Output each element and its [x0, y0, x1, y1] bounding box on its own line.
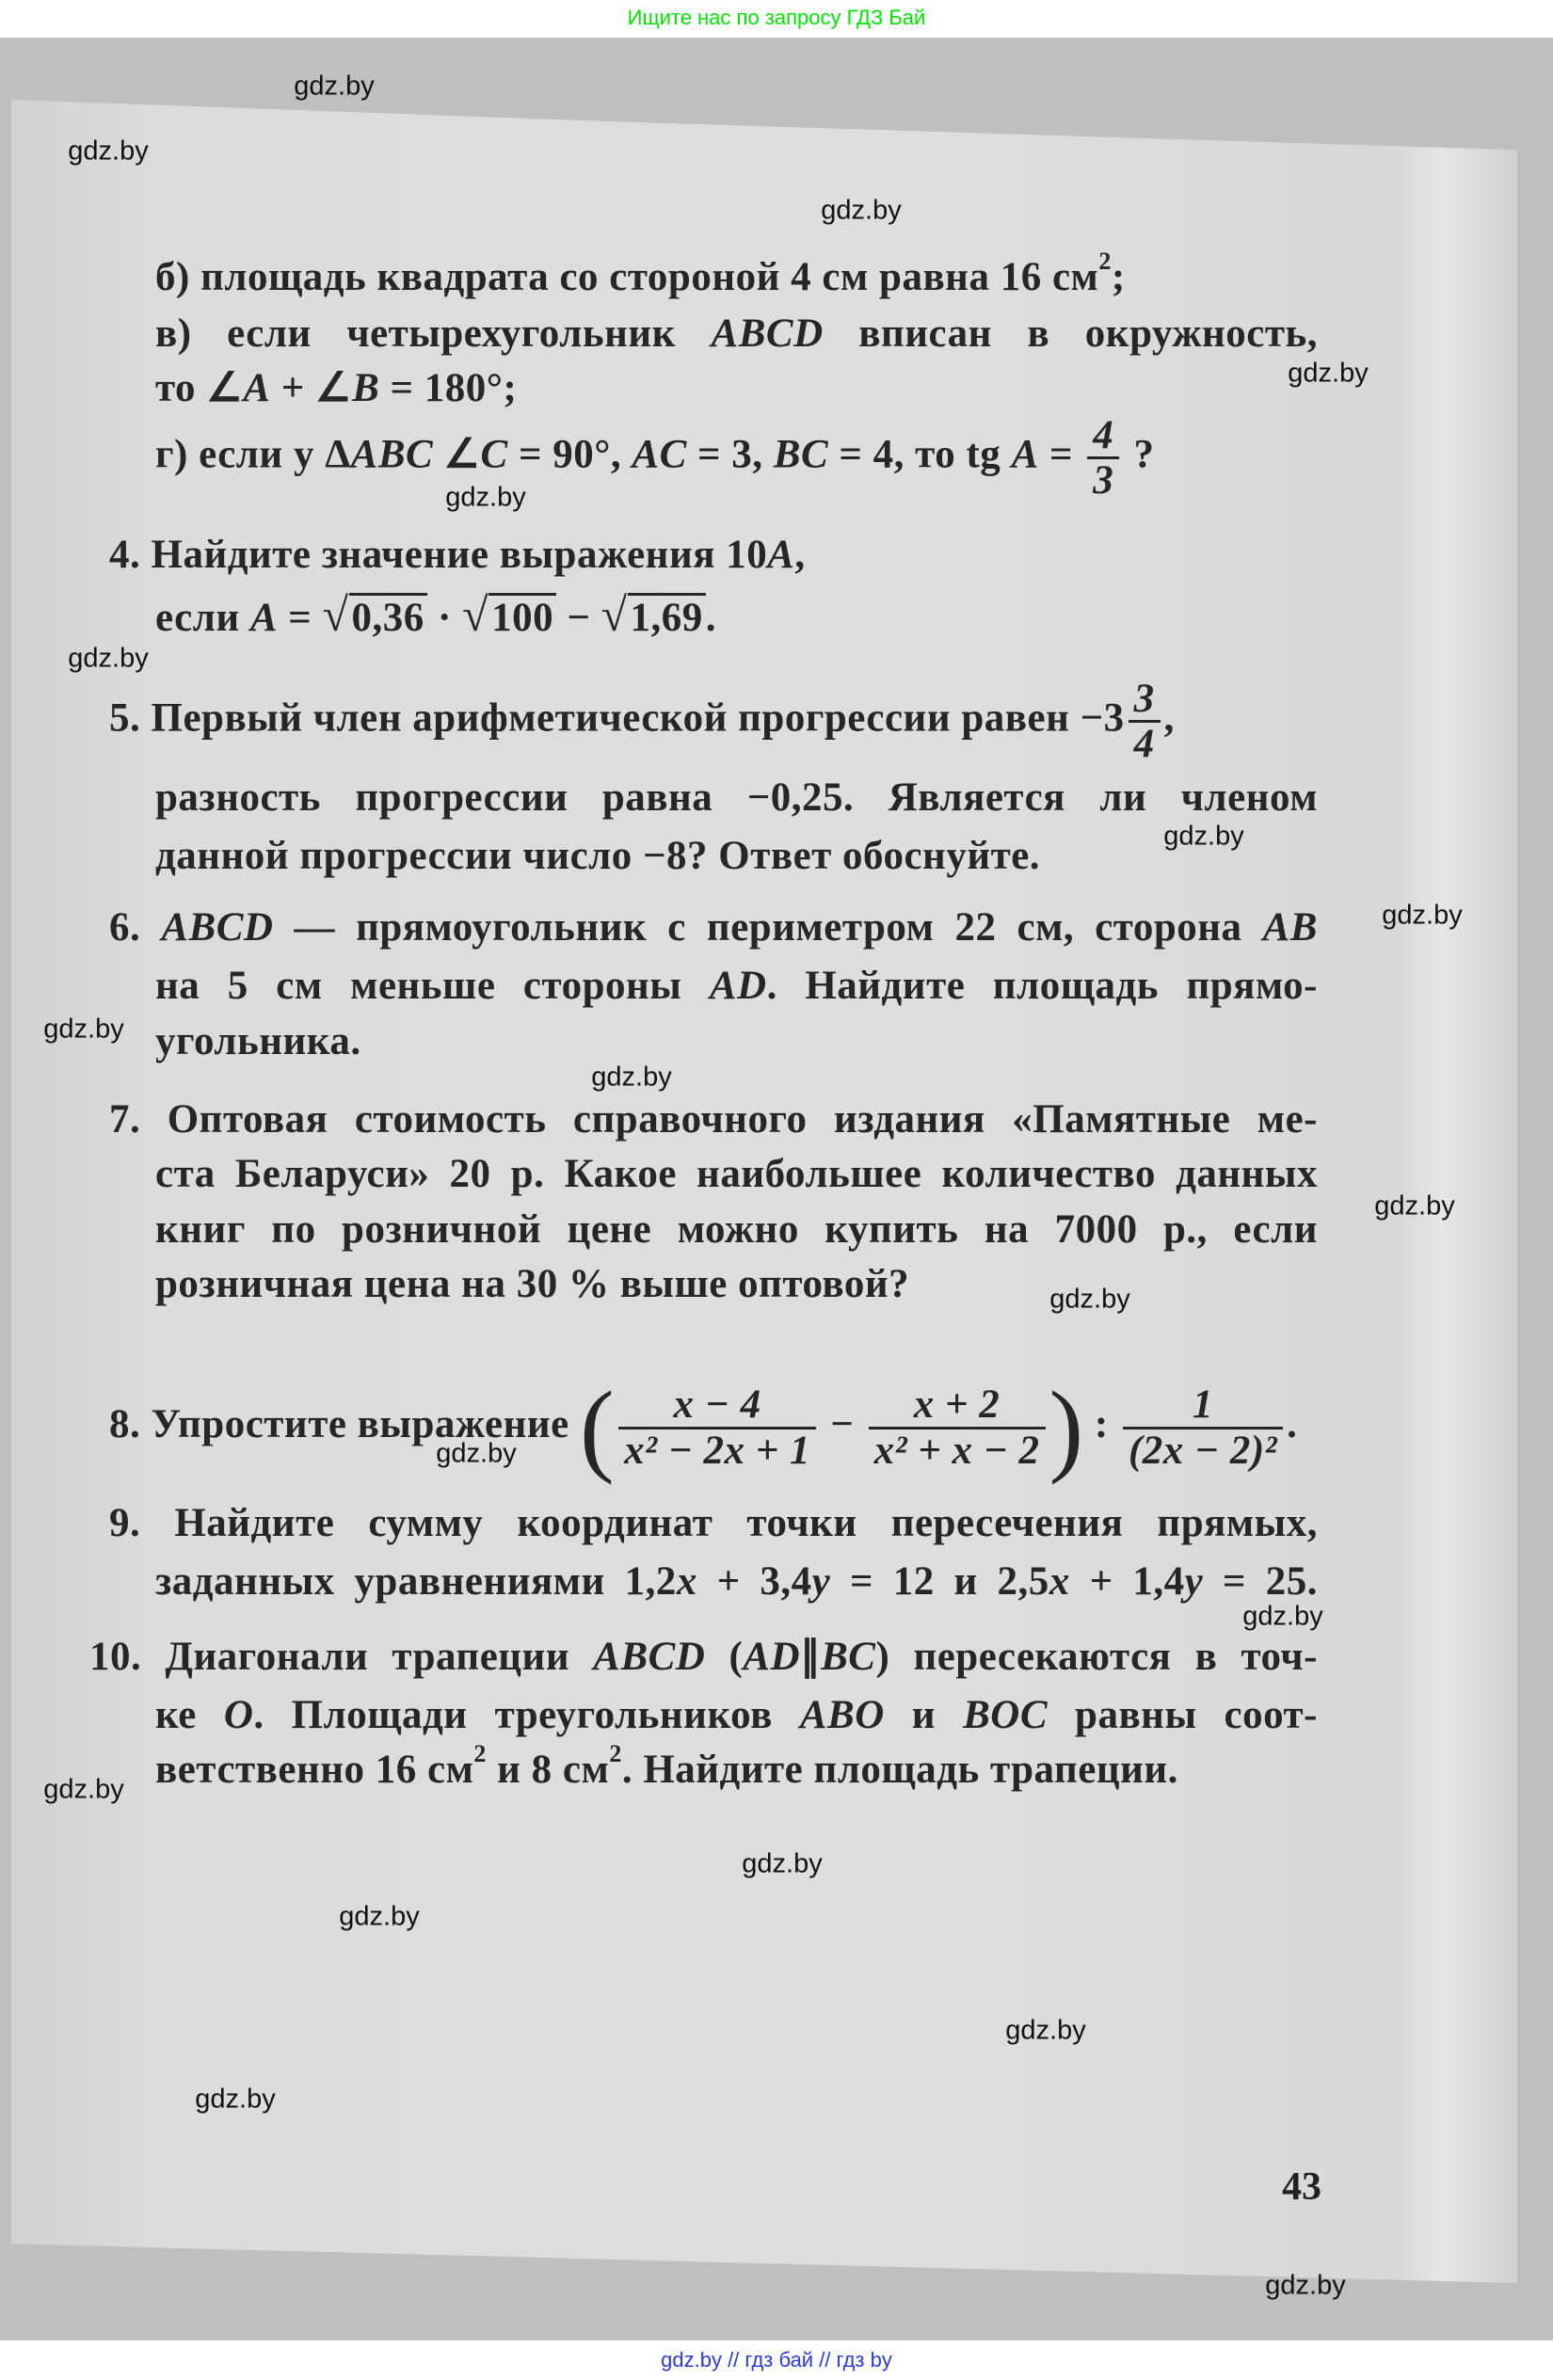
watermark: gdz.by	[68, 643, 149, 674]
text-segment: ·	[426, 596, 463, 640]
text-segment: + 3,4	[696, 1559, 812, 1604]
text-segment: ста Беларуси» 20 р. Какое наибольшее количество данных	[155, 1152, 1318, 1196]
text-segment: если	[155, 596, 250, 640]
text-line	[155, 248, 1126, 304]
text-segment: ) пересекаются в точ-	[875, 1635, 1318, 1679]
text-segment: разность прогрессии равна −0,25. Является ли членом	[155, 775, 1318, 820]
text-segment: 7. Оптовая стоимость справочного издания «Памятные ме-	[109, 1097, 1318, 1142]
text-line	[155, 1689, 1318, 1742]
math-variable: BC	[773, 432, 829, 477]
parenthesis: (	[579, 1370, 616, 1485]
text-line	[155, 1148, 1318, 1201]
text-segment: =	[1038, 432, 1084, 477]
text-segment: (	[705, 1635, 744, 1679]
fraction	[618, 1383, 816, 1471]
text-line	[109, 529, 806, 582]
fraction-denominator: 3	[1093, 458, 1114, 503]
watermark: gdz.by	[1049, 1284, 1130, 1315]
text-line	[155, 308, 1318, 360]
watermark: gdz.by	[43, 1014, 124, 1045]
square-root	[600, 588, 706, 641]
superscript: 2	[609, 1740, 622, 1767]
math-variable: ABCD	[161, 905, 274, 950]
watermark: gdz.by	[1005, 2015, 1086, 2046]
radicand: 1,69	[628, 593, 706, 640]
text-segment: равны соот-	[1048, 1693, 1319, 1737]
text-line	[155, 960, 1318, 1013]
text-line	[155, 1015, 361, 1068]
radical-icon: √	[462, 588, 489, 641]
fraction	[1123, 1383, 1283, 1471]
text-segment: вписан в окружность,	[823, 311, 1319, 356]
text-segment: 10. Диагонали трапеции	[89, 1635, 594, 1679]
text-segment: ке	[155, 1693, 224, 1737]
watermark: gdz.by	[436, 1438, 517, 1469]
math-variable: C	[480, 432, 508, 477]
math-variable: BOC	[963, 1693, 1049, 1737]
watermark: gdz.by	[1382, 900, 1463, 931]
text-line	[155, 588, 717, 645]
text-segment: −	[556, 596, 601, 640]
watermark: gdz.by	[821, 195, 902, 226]
text-segment: ,	[1163, 695, 1175, 741]
math-variable: ABCD	[593, 1635, 706, 1679]
text-line	[89, 1631, 1318, 1684]
math-variable: A	[249, 596, 279, 640]
square-root	[322, 588, 427, 641]
text-segment: б) площадь квадрата со стороной 4 см равна 16 см	[155, 255, 1099, 299]
watermark: gdz.by	[445, 482, 526, 513]
watermark: gdz.by	[1242, 1601, 1323, 1632]
text-segment: и	[884, 1693, 964, 1737]
radicand: 0,36	[349, 593, 427, 640]
watermark: gdz.by	[1265, 2270, 1346, 2301]
math-variable: O	[223, 1693, 254, 1737]
text-segment: = 4, то tg	[828, 432, 1012, 477]
text-line	[155, 830, 1040, 883]
text-segment: = 3,	[686, 432, 774, 477]
text-line	[109, 1497, 1318, 1550]
text-segment: 6.	[109, 905, 162, 950]
text-segment: розничная цена на 30 % выше оптовой?	[155, 1262, 910, 1306]
math-variable: AB	[1262, 905, 1318, 950]
radicand: 100	[488, 593, 556, 640]
text-segment: заданных уравнениями 1,2	[155, 1559, 677, 1604]
text-segment: + ∠	[270, 366, 353, 410]
text-line	[155, 1740, 1178, 1797]
text-line	[155, 362, 517, 415]
text-segment: — прямоугольник с периметром 22 см, сторона	[273, 905, 1263, 950]
watermark: gdz.by	[339, 1901, 420, 1932]
fraction-numerator: 1	[1123, 1383, 1283, 1429]
superscript: 2	[1098, 248, 1112, 275]
text-segment: . Найдите площадь трапеции.	[621, 1748, 1178, 1792]
text-segment: = 12 и 2,5	[830, 1559, 1049, 1604]
text-segment: .	[1287, 1401, 1298, 1446]
math-variable: x	[676, 1559, 697, 1604]
fraction-denominator: x² + x − 2	[873, 1428, 1040, 1473]
math-variable: y	[1184, 1559, 1204, 1604]
text-segment: 9. Найдите сумму координат точки пересечения прямых,	[109, 1501, 1318, 1545]
watermark: gdz.by	[294, 71, 375, 102]
text-segment: ∠	[433, 432, 481, 477]
text-line	[155, 1204, 1318, 1256]
text-segment: г) если у Δ	[155, 432, 351, 477]
fraction	[869, 1383, 1046, 1471]
text-line	[155, 1556, 1318, 1608]
watermark: gdz.by	[1163, 821, 1244, 852]
text-segment: ветственно 16 см	[155, 1748, 474, 1792]
text-segment: и 8 см	[486, 1748, 610, 1792]
text-segment: = 90°,	[507, 432, 632, 477]
superscript: 2	[473, 1740, 487, 1767]
page-number: 43	[1282, 2165, 1321, 2209]
math-variable: x	[1049, 1559, 1070, 1604]
math-variable: AD	[709, 964, 767, 1008]
watermark: gdz.by	[1288, 358, 1369, 389]
text-segment: 5. Первый член арифметической прогрессии равен −3	[109, 695, 1125, 741]
math-variable: B	[352, 366, 380, 410]
text-segment: в) если четырехугольник	[155, 311, 712, 356]
radical-icon: √	[600, 588, 628, 641]
math-variable: A	[243, 366, 271, 410]
fraction-numerator: 3	[1129, 678, 1161, 723]
watermark: gdz.by	[1374, 1190, 1455, 1222]
watermark: gdz.by	[742, 1848, 823, 1879]
fraction-denominator: x² − 2x + 1	[624, 1428, 811, 1473]
text-segment: на 5 см меньше стороны	[155, 964, 710, 1008]
math-variable: ABO	[799, 1693, 885, 1737]
text-line	[109, 902, 1318, 954]
text-segment: данной прогрессии число −8? Ответ обоснуйте.	[155, 834, 1041, 878]
watermark: gdz.by	[591, 1062, 672, 1093]
text-segment: ∥	[800, 1635, 822, 1679]
watermark: gdz.by	[43, 1774, 124, 1805]
math-variable: y	[811, 1559, 831, 1604]
text-segment: .	[705, 596, 717, 640]
text-segment: ?	[1123, 432, 1155, 477]
text-line	[155, 414, 1155, 502]
text-line	[155, 1258, 909, 1311]
text-segment: 8. Упростите выражение	[109, 1401, 580, 1446]
text-segment: книг по розничной цене можно купить на 7000 р., если	[155, 1207, 1318, 1252]
text-line	[109, 678, 1175, 765]
radical-icon: √	[322, 588, 349, 641]
math-variable: AC	[632, 432, 687, 477]
math-variable: A	[1011, 432, 1039, 477]
math-variable: BC	[821, 1635, 876, 1679]
text-segment: =	[278, 596, 323, 640]
square-root	[462, 588, 556, 641]
text-segment: . Площади треугольников	[253, 1693, 800, 1737]
top-banner[interactable]: Ищите нас по запросу ГДЗ Бай	[0, 0, 1553, 38]
text-line	[109, 1370, 1298, 1485]
math-variable: A	[767, 533, 795, 577]
math-variable: ABC	[350, 432, 434, 477]
text-segment: угольника.	[155, 1019, 361, 1063]
fraction	[1087, 414, 1119, 502]
math-variable: ABCD	[711, 311, 824, 356]
text-segment: то ∠	[155, 366, 244, 410]
text-segment: ,	[794, 533, 806, 577]
text-segment: −	[820, 1401, 865, 1446]
text-segment: 4. Найдите значение выражения 10	[109, 533, 768, 577]
fraction-numerator: x + 2	[869, 1383, 1046, 1429]
text-segment: ;	[1111, 255, 1126, 299]
math-variable: AD	[743, 1635, 801, 1679]
fraction	[1129, 678, 1161, 765]
text-line	[109, 1094, 1318, 1146]
parenthesis: )	[1049, 1370, 1084, 1485]
text-segment: = 180°;	[379, 366, 518, 410]
fraction-numerator: x − 4	[618, 1383, 816, 1429]
footer-links[interactable]: gdz.by // гдз бай // гдз by	[0, 2340, 1553, 2380]
text-segment: :	[1083, 1401, 1119, 1446]
fraction-numerator: 4	[1087, 414, 1119, 459]
text-segment: = 25.	[1203, 1559, 1318, 1604]
text-segment: . Найдите площадь прямо-	[766, 964, 1318, 1008]
fraction-denominator: 4	[1133, 722, 1155, 767]
text-segment: + 1,4	[1069, 1559, 1185, 1604]
text-line	[155, 772, 1318, 824]
watermark: gdz.by	[68, 136, 149, 167]
watermark: gdz.by	[195, 2084, 276, 2115]
fraction-denominator: (2x − 2)²	[1128, 1428, 1278, 1473]
